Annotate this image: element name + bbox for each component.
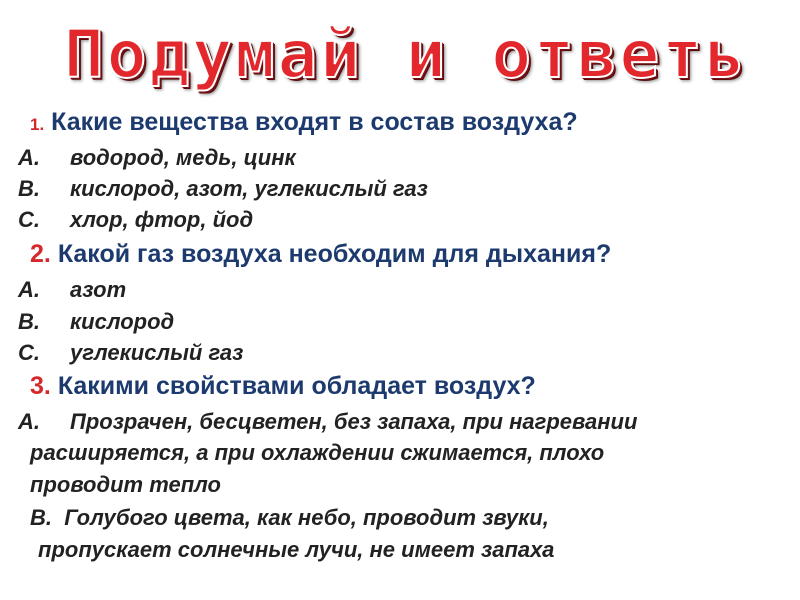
question-2-option-c — [18, 342, 243, 364]
question-3-text: Какими свойствами обладает воздух? — [57, 372, 536, 400]
question-3-option-a — [18, 411, 637, 433]
option-letter: A. — [18, 409, 40, 434]
question-3 — [30, 374, 536, 399]
option-text: азот — [70, 277, 127, 302]
question-2-number: 2. — [30, 240, 51, 268]
question-2-option-b — [18, 311, 174, 333]
option-text: водород, медь, цинк — [70, 145, 296, 170]
question-3-option-b — [30, 507, 549, 529]
question-3-number: 3. — [30, 372, 51, 400]
question-2 — [30, 242, 611, 267]
slide-title: Подумай и ответь — [64, 16, 748, 93]
question-1-option-a — [18, 147, 296, 169]
question-2-option-a — [18, 279, 126, 301]
question-1-text: Какие вещества входят в состав воздуха? — [51, 108, 578, 136]
question-3-option-a-line-2: расширяется, а при охлаждении сжимается, плохо — [30, 440, 605, 465]
option-letter: A. — [18, 277, 40, 302]
question-3-option-a-line-3: проводит тепло — [30, 472, 221, 497]
option-letter: B. — [18, 309, 40, 334]
option-letter: C. — [18, 207, 40, 232]
option-text: Голубого цвета, как небо, проводит звуки, — [64, 505, 549, 530]
question-1 — [30, 110, 578, 135]
question-3-option-b-line-2: пропускает солнечные лучи, не имеет запаха — [38, 537, 555, 562]
question-1-option-c — [18, 209, 253, 231]
option-letter: B. — [18, 176, 40, 201]
option-text: кислород — [70, 309, 175, 334]
option-letter: B. — [30, 505, 52, 530]
option-text: кислород, азот, углекислый газ — [70, 176, 428, 201]
option-letter: C. — [18, 340, 40, 365]
option-letter: A. — [18, 145, 40, 170]
option-text: Прозрачен, бесцветен, без запаха, при нагревании — [70, 409, 638, 434]
option-text: углекислый газ — [70, 340, 244, 365]
question-1-number: 1. — [30, 115, 45, 134]
question-1-option-b — [18, 178, 428, 200]
option-text: хлор, фтор, йод — [70, 207, 254, 232]
question-2-text: Какой газ воздуха необходим для дыхания? — [57, 240, 612, 268]
